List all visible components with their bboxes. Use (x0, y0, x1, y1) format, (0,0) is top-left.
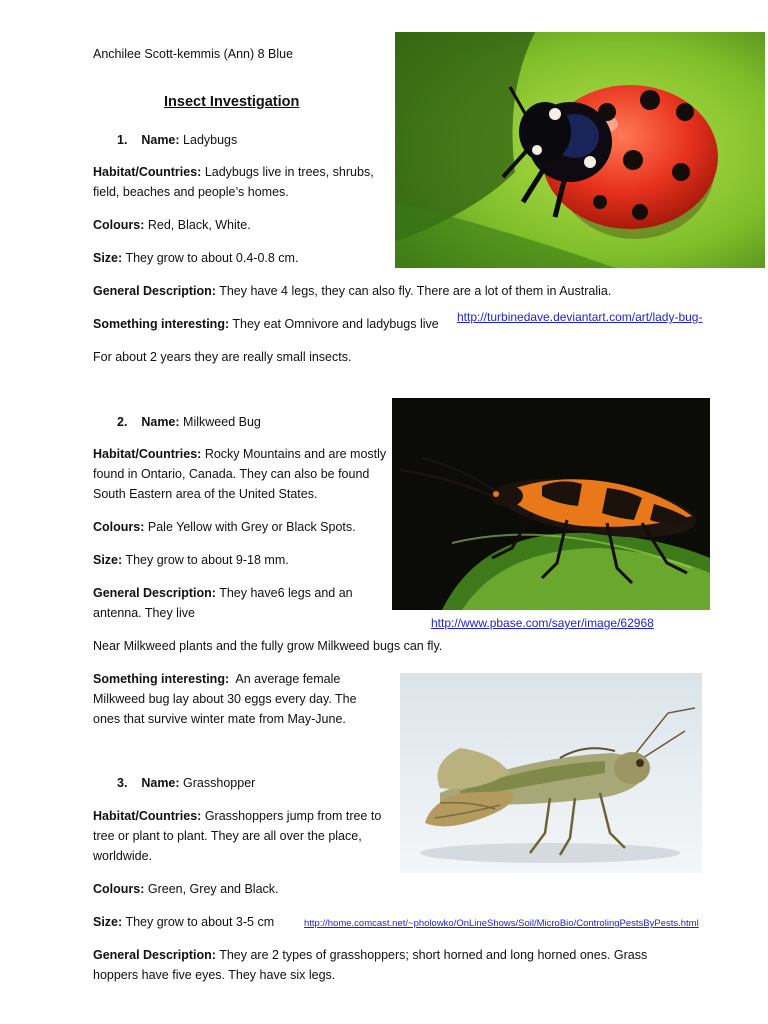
insect-1-name-label: Name: (141, 133, 180, 147)
insect-3-description-text: They are 2 types of grasshoppers; short horned and long horned ones. Grass hoppers have five eyes. They have six legs. (93, 948, 648, 982)
insect-1-description-text: They have 4 legs, they can also fly. There are a lot of them in Australia. (219, 284, 612, 298)
insect-2-name: Milkweed Bug (183, 415, 261, 429)
page-title: Insect Investigation (164, 94, 300, 110)
insect-2-description-text: They have6 legs and an antenna. They live (93, 586, 353, 620)
insect-1-continuation: For about 2 years they are really small insects. (93, 350, 352, 364)
insect-3-colours (93, 879, 279, 899)
insect-3-description (93, 945, 673, 985)
insect-2-name-line (117, 412, 261, 432)
insect-2-description (93, 583, 373, 623)
insect-3-habitat-text: Grasshoppers jump from tree to tree or plant to plant. They are all over the place, worldwide. (93, 809, 382, 863)
insect-1-size-text: They grow to about 0.4-0.8 cm. (125, 251, 299, 265)
insect-1-interesting (93, 314, 439, 334)
insect-1-colours-text: Red, Black, White. (147, 218, 251, 232)
insect-3-size-label: Size: (93, 915, 123, 929)
insect-3-habitat (93, 806, 395, 866)
insect-3-name-label: Name: (141, 776, 180, 790)
insect-3-name-line (117, 773, 255, 793)
insect-2-interesting (93, 669, 383, 729)
insect-2-interesting-text: An average female Milkweed bug lay about 30 eggs every day. The ones that survive winter mate from May-June. (93, 672, 357, 726)
insect-2-colours (93, 517, 356, 537)
insect-2-name-label: Name: (141, 415, 180, 429)
milkweed-bug-photo (392, 398, 710, 610)
insect-3-colours-text: Green, Grey and Black. (147, 882, 279, 896)
insect-1-interesting-text: They eat Omnivore and ladybugs live (232, 317, 439, 331)
insect-1-habitat-text: Ladybugs live in trees, shrubs, field, beaches and people’s homes. (93, 165, 374, 199)
insect-1-description-label: General Description: (93, 284, 216, 298)
insect-3-size (93, 912, 274, 932)
insect-2-size-text: They grow to about 9-18 mm. (125, 553, 289, 567)
insect-1-name: Ladybugs (183, 133, 238, 147)
insect-3-description-label: General Description: (93, 948, 216, 962)
insect-1-number: 1. (117, 133, 128, 147)
insect-2-colours-label: Colours: (93, 520, 145, 534)
insect-3-size-text: They grow to about 3-5 cm (125, 915, 275, 929)
insect-2-continuation: Near Milkweed plants and the fully grow Milkweed bugs can fly. (93, 639, 443, 653)
insect-2-size (93, 550, 289, 570)
insect-1-size-label: Size: (93, 251, 123, 265)
insect-3-name: Grasshopper (183, 776, 256, 790)
insect-2-description-label: General Description: (93, 586, 216, 600)
insect-2-habitat (93, 444, 387, 504)
grasshopper-photo (400, 673, 702, 873)
insect-1-colours-label: Colours: (93, 218, 145, 232)
insect-2-habitat-text: Rocky Mountains and are mostly found in Ontario, Canada. They can also be found South Eastern area of the United States. (93, 447, 387, 501)
insect-1-name-line (117, 130, 237, 150)
insect-1-source-link[interactable]: http://turbinedave.deviantart.com/art/lady-bug- (457, 310, 703, 324)
insect-2-source-link[interactable]: http://www.pbase.com/sayer/image/62968 (431, 616, 654, 630)
insect-3-number: 3. (117, 776, 128, 790)
insect-2-size-label: Size: (93, 553, 123, 567)
author-line: Anchilee Scott-kemmis (Ann) 8 Blue (93, 47, 294, 61)
insect-1-size (93, 248, 298, 268)
insect-3-habitat-label: Habitat/Countries: (93, 809, 202, 823)
insect-1-description (93, 281, 611, 301)
insect-3-colours-label: Colours: (93, 882, 145, 896)
insect-2-interesting-label: Something interesting: (93, 672, 230, 686)
insect-1-interesting-label: Something interesting: (93, 317, 230, 331)
insect-3-source-link[interactable]: http://home.comcast.net/~pholowko/OnLineShows/Soil/MicroBio/ControlingPestsByPests.html (304, 918, 699, 929)
insect-2-number: 2. (117, 415, 128, 429)
insect-2-habitat-label: Habitat/Countries: (93, 447, 202, 461)
insect-1-habitat-label: Habitat/Countries: (93, 165, 202, 179)
insect-1-colours (93, 215, 251, 235)
ladybug-photo (395, 32, 765, 268)
insect-2-colours-text: Pale Yellow with Grey or Black Spots. (147, 520, 356, 534)
insect-1-habitat (93, 162, 387, 202)
